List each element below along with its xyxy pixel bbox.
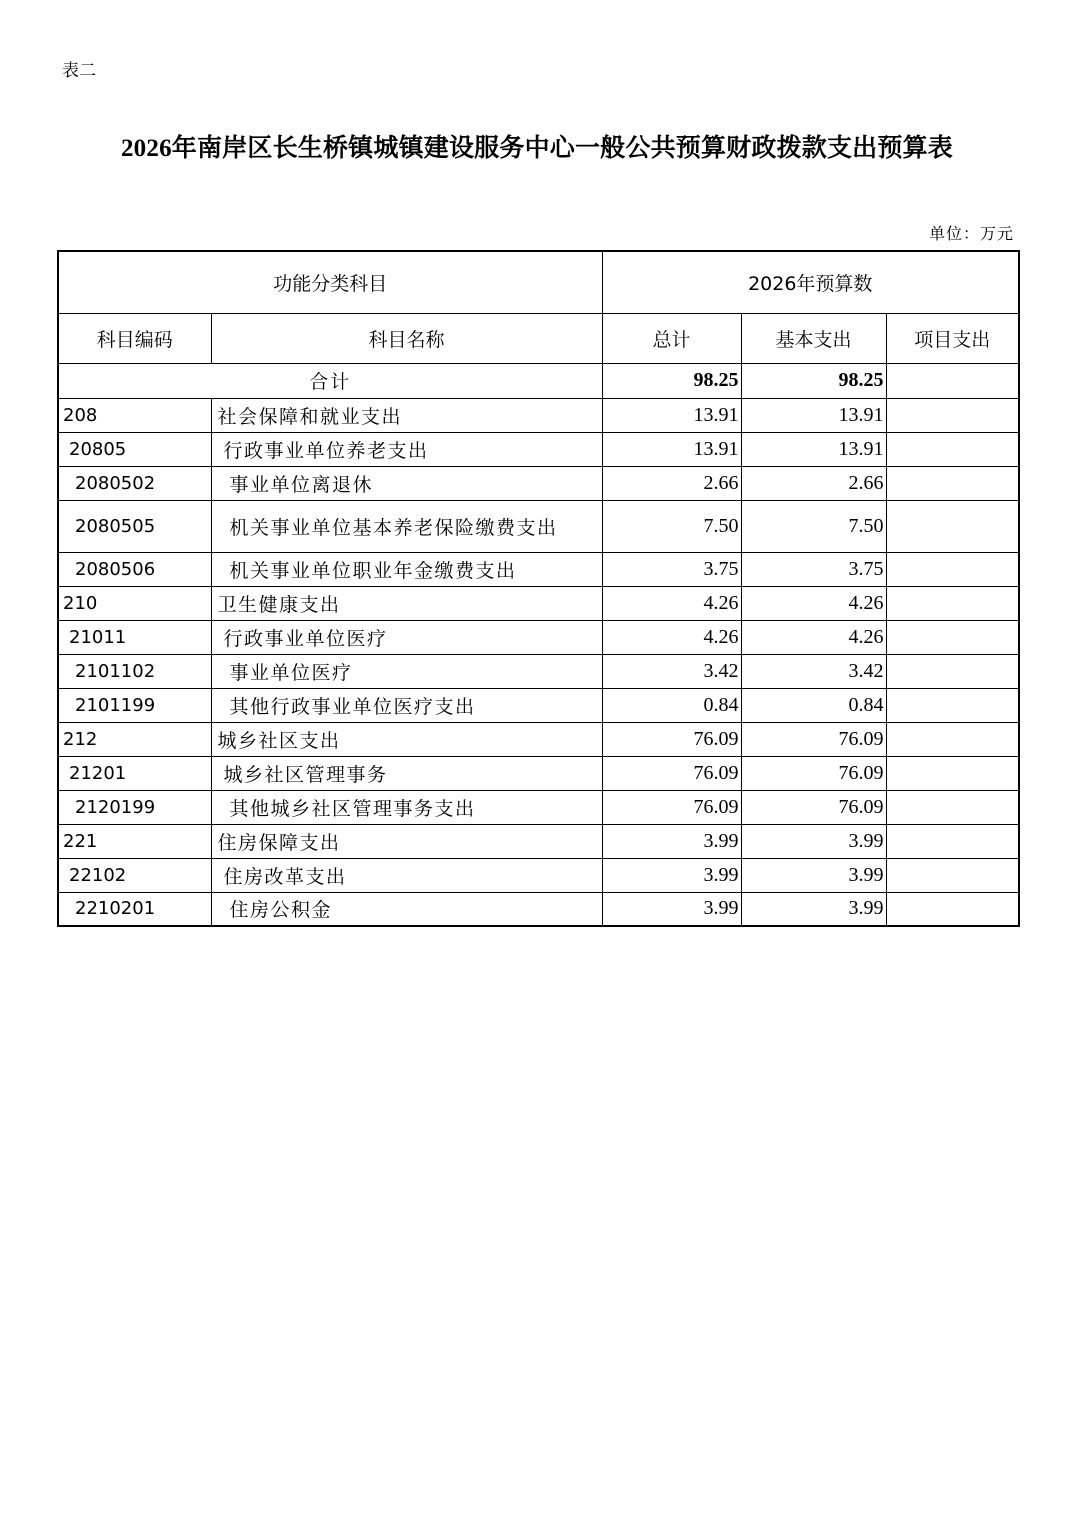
row-total: 76.09	[602, 790, 741, 824]
table-row	[58, 790, 1019, 824]
table-row	[58, 756, 1019, 790]
row-code: 2080505	[58, 500, 211, 552]
row-total: 3.99	[602, 892, 741, 926]
row-basic: 3.42	[741, 654, 886, 688]
row-code: 21011	[58, 620, 211, 654]
row-project	[886, 654, 1019, 688]
row-project	[886, 620, 1019, 654]
table-row	[58, 892, 1019, 926]
row-total: 2.66	[602, 466, 741, 500]
row-name: 社会保障和就业支出	[211, 398, 602, 432]
row-name: 卫生健康支出	[211, 586, 602, 620]
row-code: 210	[58, 586, 211, 620]
row-project	[886, 586, 1019, 620]
row-code: 221	[58, 824, 211, 858]
row-total: 13.91	[602, 432, 741, 466]
row-project	[886, 500, 1019, 552]
row-basic: 4.26	[741, 586, 886, 620]
table-row	[58, 654, 1019, 688]
row-basic: 3.75	[741, 552, 886, 586]
header-total: 总计	[602, 313, 741, 363]
total-label: 合计	[58, 363, 602, 398]
row-basic: 76.09	[741, 756, 886, 790]
row-code: 21201	[58, 756, 211, 790]
row-code: 20805	[58, 432, 211, 466]
row-basic: 3.99	[741, 824, 886, 858]
header-row-2	[58, 313, 1019, 363]
table-row	[58, 858, 1019, 892]
row-name: 城乡社区管理事务	[211, 756, 602, 790]
row-name: 机关事业单位基本养老保险缴费支出	[211, 500, 602, 552]
total-row	[58, 363, 1019, 398]
header-name: 科目名称	[211, 313, 602, 363]
row-name: 事业单位医疗	[211, 654, 602, 688]
row-name: 其他行政事业单位医疗支出	[211, 688, 602, 722]
row-name: 住房改革支出	[211, 858, 602, 892]
row-code: 2101102	[58, 654, 211, 688]
table-row	[58, 500, 1019, 552]
row-project	[886, 722, 1019, 756]
total-project	[886, 363, 1019, 398]
table-row	[58, 620, 1019, 654]
row-total: 3.75	[602, 552, 741, 586]
budget-table	[57, 250, 1020, 927]
row-total: 13.91	[602, 398, 741, 432]
row-code: 208	[58, 398, 211, 432]
row-basic: 4.26	[741, 620, 886, 654]
row-basic: 2.66	[741, 466, 886, 500]
row-basic: 13.91	[741, 398, 886, 432]
row-name: 住房公积金	[211, 892, 602, 926]
row-project	[886, 756, 1019, 790]
row-code: 2080506	[58, 552, 211, 586]
row-total: 76.09	[602, 756, 741, 790]
row-basic: 7.50	[741, 500, 886, 552]
row-code: 22102	[58, 858, 211, 892]
row-total: 4.26	[602, 620, 741, 654]
row-project	[886, 858, 1019, 892]
row-project	[886, 790, 1019, 824]
row-name: 其他城乡社区管理事务支出	[211, 790, 602, 824]
row-code: 2210201	[58, 892, 211, 926]
row-code: 212	[58, 722, 211, 756]
row-project	[886, 688, 1019, 722]
table-row	[58, 688, 1019, 722]
row-total: 3.99	[602, 824, 741, 858]
row-project	[886, 432, 1019, 466]
row-name: 城乡社区支出	[211, 722, 602, 756]
row-code: 2120199	[58, 790, 211, 824]
row-name: 行政事业单位养老支出	[211, 432, 602, 466]
row-code: 2080502	[58, 466, 211, 500]
row-total: 3.42	[602, 654, 741, 688]
row-basic: 76.09	[741, 722, 886, 756]
total-basic: 98.25	[741, 363, 886, 398]
table-row	[58, 466, 1019, 500]
row-basic: 3.99	[741, 892, 886, 926]
row-name: 机关事业单位职业年金缴费支出	[211, 552, 602, 586]
row-total: 76.09	[602, 722, 741, 756]
header-basic: 基本支出	[741, 313, 886, 363]
table-row	[58, 586, 1019, 620]
header-project: 项目支出	[886, 313, 1019, 363]
total-total: 98.25	[602, 363, 741, 398]
table-row	[58, 552, 1019, 586]
page-title: 2026年南岸区长生桥镇城镇建设服务中心一般公共预算财政拨款支出预算表	[120, 135, 953, 162]
header-row-1	[58, 251, 1019, 313]
header-code: 科目编码	[58, 313, 211, 363]
row-project	[886, 466, 1019, 500]
row-basic: 13.91	[741, 432, 886, 466]
row-basic: 76.09	[741, 790, 886, 824]
table-row	[58, 398, 1019, 432]
row-code: 2101199	[58, 688, 211, 722]
header-func-class: 功能分类科目	[58, 251, 602, 313]
unit-label: 单位：万元	[928, 224, 1014, 243]
table-row	[58, 824, 1019, 858]
row-total: 7.50	[602, 500, 741, 552]
row-total: 4.26	[602, 586, 741, 620]
row-basic: 0.84	[741, 688, 886, 722]
row-total: 3.99	[602, 858, 741, 892]
row-name: 住房保障支出	[211, 824, 602, 858]
row-basic: 3.99	[741, 858, 886, 892]
row-total: 0.84	[602, 688, 741, 722]
row-project	[886, 552, 1019, 586]
row-project	[886, 398, 1019, 432]
row-name: 事业单位离退休	[211, 466, 602, 500]
table-row	[58, 722, 1019, 756]
row-name: 行政事业单位医疗	[211, 620, 602, 654]
row-project	[886, 892, 1019, 926]
header-budget-year: 2026年预算数	[602, 251, 1019, 313]
table-row	[58, 432, 1019, 466]
row-project	[886, 824, 1019, 858]
document-label: 表二	[62, 61, 96, 81]
